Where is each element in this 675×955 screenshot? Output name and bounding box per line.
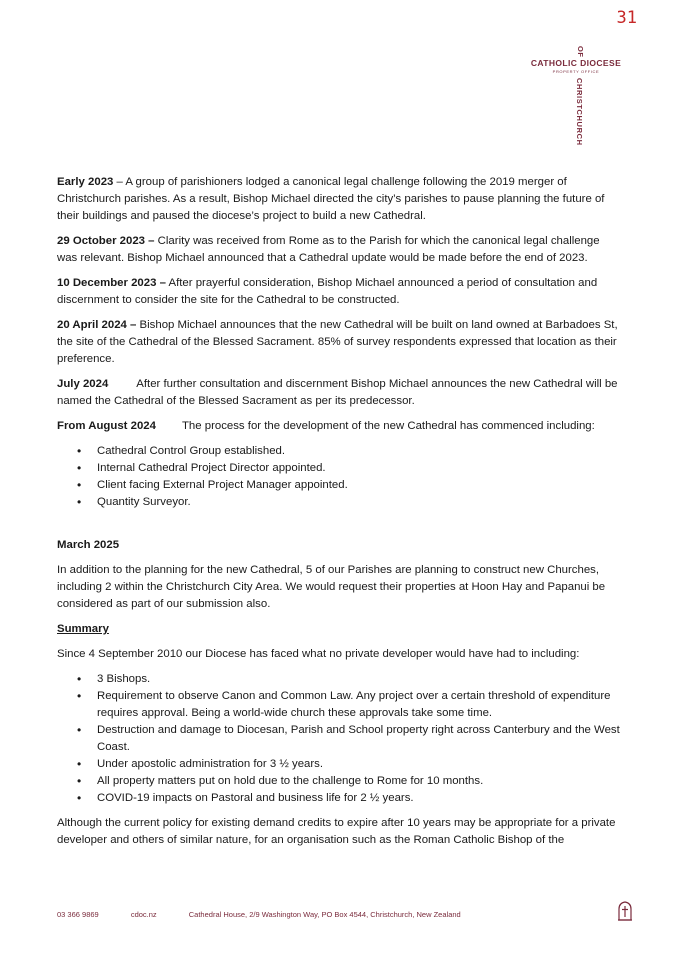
timeline-text: Bishop Michael announces that the new Cathedral will be built on land owned at Barbadoes St, the site of the Cathedral of the Blessed Sacrament. 85% of survey respondents expressed that location as their preference. (57, 319, 618, 365)
list-item: • Cathedral Control Group established. (97, 443, 622, 460)
timeline-dec-2023 (57, 275, 622, 309)
timeline-label: From August 2024 (57, 420, 156, 432)
august-bullet-list (57, 443, 622, 511)
timeline-apr-2024 (57, 317, 622, 368)
list-item: • Under apostolic administration for 3 ½ years. (97, 756, 622, 773)
cathedral-emblem-icon (616, 901, 634, 926)
list-item: • Requirement to observe Canon and Common Law. Any project over a certain threshold of expenditure requires approval. Being a world-wide church these approvals take some time. (97, 688, 622, 722)
timeline-jul-2024 (57, 376, 622, 410)
timeline-aug-2024 (57, 418, 622, 435)
timeline-label: 20 April 2024 – (57, 319, 137, 331)
page-number: 31 (616, 8, 637, 28)
logo-subtitle: PROPERTY OFFICE (552, 69, 600, 74)
footer-phone: 03 366 9869 (57, 910, 99, 919)
summary-intro: Since 4 September 2010 our Diocese has faced what no private developer would have had to including: (57, 648, 580, 660)
timeline-label: 29 October 2023 – (57, 235, 155, 247)
logo-title: CATHOLIC DIOCESE (530, 58, 622, 68)
summary-bullet-list (57, 671, 622, 807)
logo-vertical-text: CHRISTCHURCH (575, 78, 584, 146)
logo-of-text: OF (576, 46, 585, 58)
timeline-oct-2023 (57, 233, 622, 267)
footer-address: Cathedral House, 2/9 Washington Way, PO Box 4544, Christchurch, New Zealand (188, 910, 461, 919)
timeline-label: July 2024 (57, 378, 109, 390)
march-2025-text: In addition to the planning for the new Cathedral, 5 of our Parishes are planning to construct new Churches, including 2 within the Christchurch City Area. We would request their properties at Hoon Hay and Papanui be considered as part of our submission also. (57, 564, 606, 610)
summary-closing: Although the current policy for existing demand credits to expire after 10 years may be appropriate for a private developer and others of similar nature, for an organisation such as the Roman Catholic Bishop of the (57, 817, 616, 846)
footer (57, 910, 491, 919)
timeline-text: The process for the development of the new Cathedral has commenced including: (181, 420, 595, 432)
summary-heading: Summary (57, 623, 109, 635)
timeline-text: Clarity was received from Rome as to the Parish for which the canonical legal challenge was relevant. Bishop Michael announced that a Cathedral update would be made before the end of 2023. (57, 235, 600, 264)
footer-website: cdoc.nz (130, 910, 157, 919)
list-item: • COVID-19 impacts on Pastoral and business life for 2 ½ years. (97, 790, 622, 807)
list-item: • 3 Bishops. (97, 671, 622, 688)
timeline-text: After prayerful consideration, Bishop Michael announced a period of consultation and discernment to consider the site for the Cathedral to be constructed. (57, 277, 598, 306)
timeline-label: 10 December 2023 – (57, 277, 166, 289)
timeline-text: After further consultation and discernment Bishop Michael announces the new Cathedral will be named the Cathedral of the Blessed Sacrament as per its predecessor. (57, 378, 618, 407)
list-item: • Client facing External Project Manager appointed. (97, 477, 622, 494)
timeline-label: Early 2023 (57, 176, 114, 188)
list-item: • All property matters put on hold due to the challenge to Rome for 10 months. (97, 773, 622, 790)
timeline-early-2023 (57, 174, 622, 225)
march-2025-heading (57, 537, 622, 554)
list-item: • Destruction and damage to Diocesan, Parish and School property right across Canterbury and the West Coast. (97, 722, 622, 756)
diocese-logo (530, 42, 630, 160)
document-body (57, 174, 622, 857)
section-heading: March 2025 (57, 539, 120, 551)
timeline-text: – A group of parishioners lodged a canonical legal challenge following the 2019 merger of Christchurch parishes. As a result, Bishop Michael directed the city’s parishes to pause planning the future of their buildings and paused the diocese’s project to build a new Cathedral. (57, 176, 605, 222)
list-item: • Internal Cathedral Project Director appointed. (97, 460, 622, 477)
list-item: • Quantity Surveyor. (97, 494, 622, 511)
